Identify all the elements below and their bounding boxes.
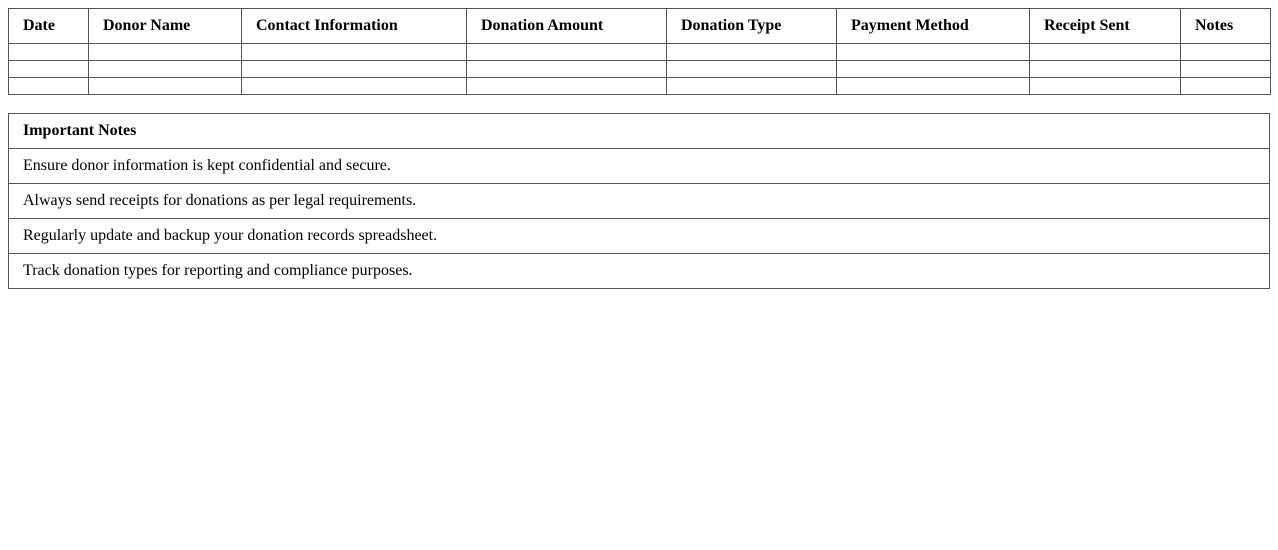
column-header-donation-amount: Donation Amount (467, 9, 667, 44)
note-item: Track donation types for reporting and compliance purposes. (9, 254, 1270, 289)
table-cell[interactable] (1030, 44, 1181, 61)
column-header-donor-name: Donor Name (89, 9, 242, 44)
table-cell[interactable] (667, 44, 837, 61)
note-item: Ensure donor information is kept confidential and secure. (9, 149, 1270, 184)
table-cell[interactable] (242, 61, 467, 78)
table-cell[interactable] (837, 61, 1030, 78)
note-row (9, 219, 1270, 254)
notes-header-row (9, 114, 1270, 149)
column-header-notes: Notes (1181, 9, 1271, 44)
table-cell[interactable] (9, 78, 89, 95)
table-cell[interactable] (242, 44, 467, 61)
note-row (9, 254, 1270, 289)
table-cell[interactable] (667, 61, 837, 78)
column-header-date: Date (9, 9, 89, 44)
table-cell[interactable] (242, 78, 467, 95)
note-row (9, 184, 1270, 219)
column-header-payment-method: Payment Method (837, 9, 1030, 44)
table-cell[interactable] (89, 78, 242, 95)
table-cell[interactable] (837, 44, 1030, 61)
table-cell[interactable] (837, 78, 1030, 95)
column-header-contact-information: Contact Information (242, 9, 467, 44)
table-cell[interactable] (1030, 61, 1181, 78)
column-header-donation-type: Donation Type (667, 9, 837, 44)
table-cell[interactable] (1030, 78, 1181, 95)
table-cell[interactable] (1181, 44, 1271, 61)
table-cell[interactable] (1181, 78, 1271, 95)
note-item: Always send receipts for donations as per legal requirements. (9, 184, 1270, 219)
table-cell[interactable] (667, 78, 837, 95)
table-cell[interactable] (467, 78, 667, 95)
table-row (9, 78, 1271, 95)
table-header-row (9, 9, 1271, 44)
table-cell[interactable] (9, 44, 89, 61)
donation-log-table (8, 8, 1271, 95)
table-cell[interactable] (467, 44, 667, 61)
table-cell[interactable] (89, 61, 242, 78)
table-row (9, 61, 1271, 78)
note-item: Regularly update and backup your donation records spreadsheet. (9, 219, 1270, 254)
note-row (9, 149, 1270, 184)
important-notes-heading: Important Notes (9, 114, 1270, 149)
table-cell[interactable] (467, 61, 667, 78)
table-cell[interactable] (1181, 61, 1271, 78)
important-notes-table (8, 113, 1270, 289)
column-header-receipt-sent: Receipt Sent (1030, 9, 1181, 44)
table-cell[interactable] (9, 61, 89, 78)
table-cell[interactable] (89, 44, 242, 61)
table-row (9, 44, 1271, 61)
